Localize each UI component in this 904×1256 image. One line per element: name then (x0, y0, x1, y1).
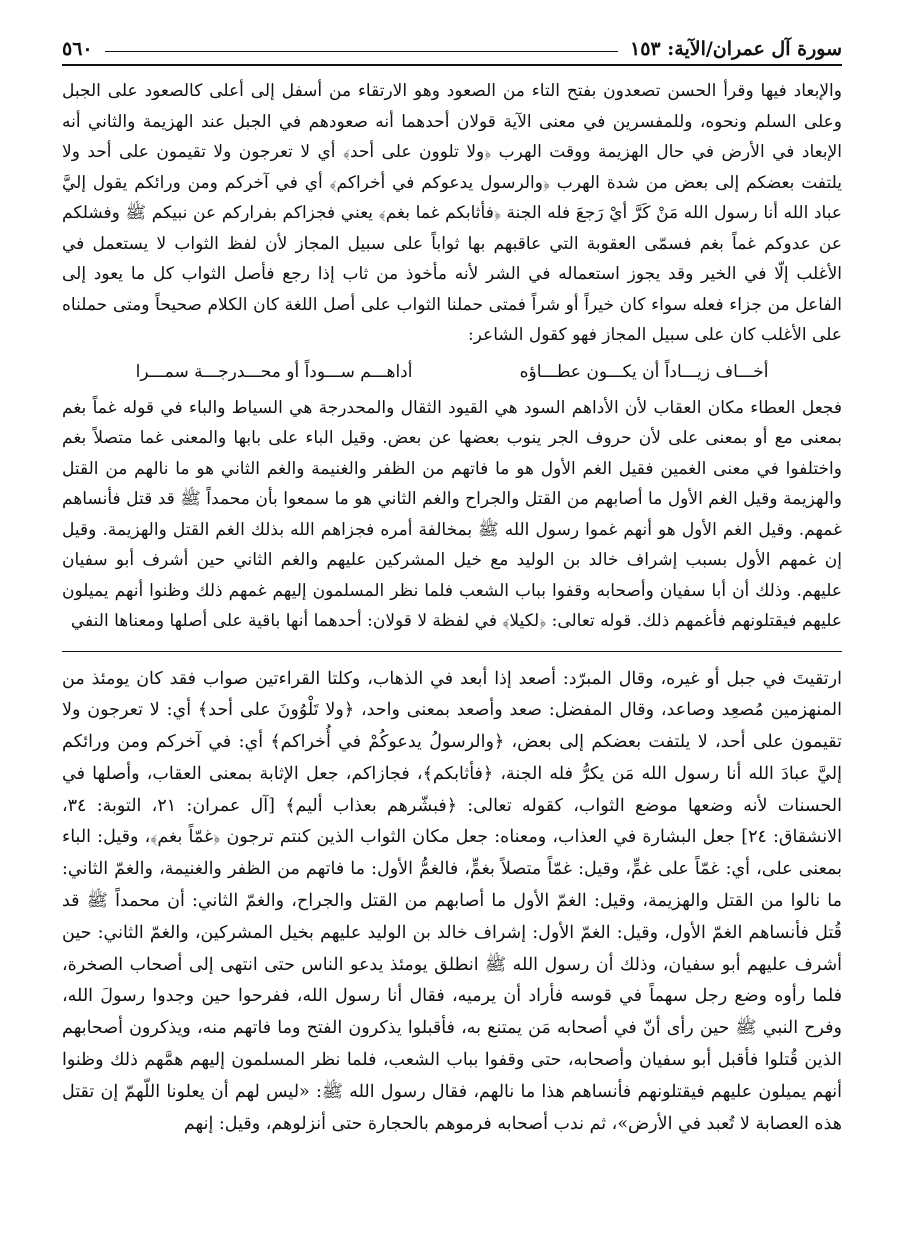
footnote-text (62, 664, 842, 1141)
poetry-verse (82, 353, 822, 391)
footnote-paragraph: ارتقيتَ في جبل أو غيره، وقال المبرّد: أصعد إذا أبعد في الذهاب، وكلتا القراءتين صواب فقد كان يومئذ من المنهزمين مُصعِد وصاعد، وقال المفضل: صعد وأصعد بمعنى واحد، ﴿ولا تَلْوُونَ على أحد﴾ أي: لا تعرجون ولا تقيمون على أحد، لا يلتفت بعضكم إلى بعض، ﴿والرسولُ يدعوكُمْ في أُخراكم﴾ أي: في آخركم ومن ورائكم إليَّ عبادَ الله أنا رسول الله مَن يكرُّ فله الجنة، ﴿فأثابكم﴾، فجازاكم، جعل الإثابة بمعنى العقاب، وأصلها في الحسنات لأنه وضعها موضع الثواب، كقوله تعالى: ﴿فبشّرهم بعذاب أليم﴾ [آل عمران: ٢١، التوبة: ٣٤، الانشقاق: ٢٤] جعل البشارة في العذاب، ومعناه: جعل مكان الثواب الذين كنتم ترجون ﴿غمّاً بغم﴾، وقيل: الباء بمعنى على، أي: غمّاً على غمٍّ، وقيل: غمّاً متصلاً بغمٍّ، فالغمُّ الأول: ما فاتهم من الظفر والغنيمة، والغمّ الثاني: ما نالوا من القتل والهزيمة، وقيل: الغمّ الأول ما أصابهم من القتل والجراح، والغمّ الثاني: أن محمداً ﷺ قد قُتل فأنساهم الغمّ الأول، وقيل: الغمّ الأول: إشراف خالد بن الوليد عليهم بخيل المشركين، والغمّ الثاني: حين أشرف عليهم أبو سفيان، وذلك أن رسول الله ﷺ انطلق يومئذ يدعو الناس حتى انتهى إلى أصحاب الصخرة، فلما رأوه وضع رجل سهماً في قوسه فأراد أن يرميه، فقال أنا رسول الله، ففرحوا حين وجدوا رسولَ الله، وفرح النبي ﷺ حين رأى أنّ في أصحابه مَن يمتنع به، فأقبلوا يذكرون الفتح وما فاتهم منه، ويذكرون أصحابهم الذين قُتلوا فأقبل أبو سفيان وأصحابه، حتى وقفوا بباب الشعب، فلما نظر المسلمون إليهم همَّهم ذلك وظنوا أنهم يميلون عليهم فيقتلونهم فأنساهم هذا ما نالهم، فقال رسول الله ﷺ: «ليس لهم أن يعلونا اللّهمّ إن تقتل هذه العصابة لا تُعبد في الأرض»، ثم ندب أصحابه فرموهم بالحجارة حتى أنزلوهم، وقيل: إنهم (62, 668, 843, 1134)
header-rule (105, 51, 618, 52)
page-number: ٥٦٠ (62, 38, 93, 60)
main-paragraph-2: فجعل العطاء مكان العقاب لأن الأداهم السود هي القيود الثقال والمحدرجة هي السياط والباء في قوله غماً بغم بمعنى مع أو بمعنى على لأن حروف الجر ينوب بعضها عن بعض. وقيل الباء على بابها والمعنى غما متصلاً بغم واختلفوا في معنى الغمين فقيل الغم الأول هو ما فاتهم من الظفر والغنيمة والغم الثاني هو ما نالهم من القتل والهزيمة وقيل الغم الأول ما أصابهم من القتل والجراح والغم الثاني هو ما سمعوا بأن محمداً ﷺ قد قتل فأنساهم غمهم. وقيل الغم الأول هو أنهم غموا رسول الله ﷺ بمخالفة أمره فجزاهم الله بذلك الغم القتل والهزيمة. وقيل إن غمهم الأول بسبب إشراف خالد بن الوليد مع خيل المشركين عليهم والغم الثاني حين أشرف أبو سفيان عليهم. وذلك أن أبا سفيان وأصحابه وقفوا بباب الشعب فلما نظر المسلمون إليهم غمهم ذلك وظنوا أنهم يميلون عليهم فيقتلونهم فأغمهم ذلك. قوله تعالى: ﴿لكيلا﴾ في لفظة لا قولان: أحدهما أنها باقية على أصلها ومعناها النفي (62, 397, 842, 631)
footnote-divider (62, 651, 842, 652)
verse-hemistich-left: أداهـــم ســـوداً أو محـــدرجـــة سمـــرا (135, 361, 413, 382)
main-text (62, 76, 842, 637)
verse-hemistich-right: أخـــاف زيـــاداً أن يكـــون عطـــاؤه (519, 361, 769, 382)
surah-title: سورة آل عمران/الآية: ١٥٣ (630, 38, 842, 60)
main-paragraph-1: والإبعاد فيها وقرأ الحسن تصعدون بفتح التاء من الصعود وهو الارتقاء من أسفل إلى أعلى كالصعود على الجبل وعلى السلم ونحوه، وللمفسرين في معنى الآية قولان أحدهما أنه صعودهم في الجبل عند الهزيمة والثاني أنه الإبعاد في الأرض في حال الهزيمة ووقت الهرب ﴿ولا تلوون على أحد﴾ أي لا تعرجون ولا تقيمون على أحد ولا يلتفت بعضكم إلى بعض من شدة الهرب ﴿والرسول يدعوكم في أخراكم﴾ أي في آخركم ومن ورائكم يقول إليَّ عباد الله أنا رسول الله مَنْ كَرَّ أيْ رَجعَ فله الجنة ﴿فأثابكم غما بغم﴾ يعني فجزاكم بفراركم عن نبيكم ﷺ وفشلكم عن عدوكم غماً بغم فسمّى العقوبة التي عاقبهم بها ثواباً على سبيل المجاز لأن لفظ الثواب لا يستعمل في الأغلب إلّا في الخير وقد يجوز استعماله في الشر لأنه مأخوذ من ثاب إذا رجع فأصل الثواب كل ما يعود إلى الفاعل من جزاء فعله سواء كان خيراً أو شراً فمتى حملنا الثواب على أصل اللغة كان الكلام صحيحاً ومتى حملناه على الأغلب كان على سبيل المجاز فهو كقول الشاعر: (62, 81, 842, 345)
page-header (62, 30, 842, 66)
